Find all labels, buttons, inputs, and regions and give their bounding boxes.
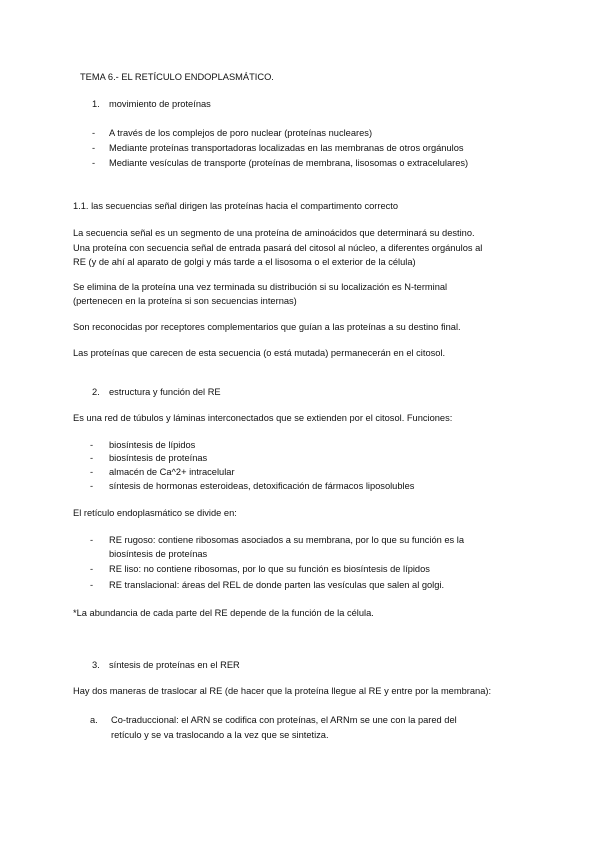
- paragraph-line: Son reconocidas por receptores complementarios que guían a las proteínas a su destino final.: [73, 322, 461, 332]
- paragraph-line: Hay dos maneras de traslocar al RE (de hacer que la proteína llegue al RE y entre por la membrana):: [73, 686, 492, 696]
- dash-marker: -: [90, 467, 94, 477]
- paragraph-line: (pertenecen en la proteína si son secuencias internas): [73, 296, 297, 306]
- section-number: 2.: [92, 387, 100, 397]
- section-title: movimiento de proteínas: [109, 99, 211, 109]
- list-item-text: almacén de Ca^2+ intracelular: [109, 467, 235, 477]
- list-item: [90, 451, 207, 466]
- list-item-continuation: biosíntesis de proteínas: [109, 549, 208, 559]
- section-3-heading: [92, 658, 240, 673]
- list-item-text: Mediante vesículas de transporte (proteínas de membrana, lisosomas o extracelulares): [109, 158, 469, 168]
- section-title: estructura y función del RE: [109, 387, 221, 397]
- section-1-heading: [92, 97, 211, 112]
- list-item: [92, 141, 464, 156]
- section-number: 3.: [92, 660, 100, 670]
- list-item: [92, 126, 372, 141]
- dash-marker: -: [90, 453, 94, 463]
- dash-marker: -: [92, 128, 96, 138]
- paragraph-line: Una proteína con secuencia señal de entrada pasará del citosol al núcleo, a diferentes orgánulos al: [73, 243, 483, 253]
- lettered-item-continuation: retículo y se va traslocando a la vez que se sintetiza.: [111, 730, 329, 740]
- subsection-1-1-heading: 1.1. las secuencias señal dirigen las proteínas hacia el compartimento correcto: [73, 201, 399, 211]
- list-item: [90, 465, 235, 480]
- document-title: TEMA 6.- EL RETÍCULO ENDOPLASMÁTICO.: [80, 72, 274, 82]
- section-2-heading: [92, 385, 221, 400]
- note: *La abundancia de cada parte del RE depende de la función de la célula.: [73, 608, 374, 618]
- list-item: [90, 578, 444, 593]
- list-item-text: Mediante proteínas transportadoras localizadas en las membranas de otros orgánulos: [109, 143, 464, 153]
- section-number: 1.: [92, 99, 100, 109]
- list-item-text: biosíntesis de lípidos: [109, 440, 196, 450]
- list-item: [90, 533, 464, 548]
- dash-marker: -: [90, 481, 94, 491]
- list-item-text: síntesis de hormonas esteroideas, detoxificación de fármacos liposolubles: [109, 481, 415, 491]
- list-item-text: biosíntesis de proteínas: [109, 453, 208, 463]
- dash-marker: -: [92, 143, 96, 153]
- list-item-text: RE liso: no contiene ribosomas, por lo que su función es biosíntesis de lípidos: [109, 564, 430, 574]
- paragraph-line: Las proteínas que carecen de esta secuencia (o está mutada) permanecerán en el citosol.: [73, 348, 446, 358]
- list-item-text: RE rugoso: contiene ribosomas asociados a su membrana, por lo que su función es la: [109, 535, 465, 545]
- dash-marker: -: [92, 158, 96, 168]
- letter-marker: a.: [90, 715, 98, 725]
- paragraph-line: Se elimina de la proteína una vez terminada su distribución si su localización es N-terminal: [73, 282, 448, 292]
- list-item: [90, 562, 430, 577]
- paragraph-line: El retículo endoplasmático se divide en:: [73, 508, 237, 518]
- dash-marker: -: [90, 440, 94, 450]
- list-item: [90, 479, 414, 494]
- paragraph-line: La secuencia señal es un segmento de una proteína de aminoácidos que determinará su destino.: [73, 228, 475, 238]
- dash-marker: -: [90, 580, 94, 590]
- list-item-text: A través de los complejos de poro nuclear (proteínas nucleares): [109, 128, 373, 138]
- list-item-text: RE translacional: áreas del REL de donde parten las vesículas que salen al golgi.: [109, 580, 445, 590]
- dash-marker: -: [90, 564, 94, 574]
- lettered-item-text: Co-traduccional: el ARN se codifica con proteínas, el ARNm se une con la pared del: [111, 715, 457, 725]
- paragraph-line: RE (y de ahí al aparato de golgi y más tarde a el lisosoma o el exterior de la célula): [73, 257, 416, 267]
- lettered-item: [90, 713, 457, 728]
- dash-marker: -: [90, 535, 94, 545]
- section-title: síntesis de proteínas en el RER: [109, 660, 240, 670]
- list-item: [92, 156, 468, 171]
- paragraph-line: Es una red de túbulos y láminas interconectados que se extienden por el citosol. Funciones:: [73, 413, 453, 423]
